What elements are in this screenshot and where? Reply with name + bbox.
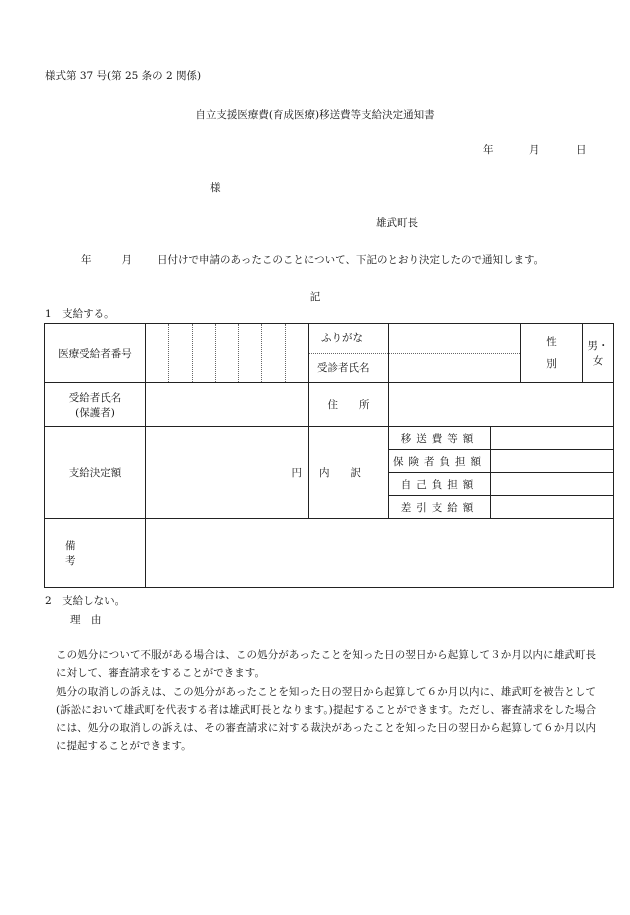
sex-label-top: 性 xyxy=(546,336,557,348)
recipient-name-label-line1: 受給者氏名 xyxy=(68,391,122,404)
self-burden-value[interactable] xyxy=(491,473,614,496)
name-labels-cell xyxy=(309,324,389,383)
intro-year-label: 年 xyxy=(81,254,92,266)
issuer-name: 雄武町長 xyxy=(376,217,418,229)
address-value[interactable] xyxy=(389,383,614,427)
decision-table xyxy=(44,323,614,588)
intro-month-label: 月 xyxy=(121,254,132,266)
date-month-label: 月 xyxy=(529,144,540,156)
transport-cost-value[interactable] xyxy=(491,427,614,450)
sex-label-cell xyxy=(521,324,583,383)
yen-unit: 円 xyxy=(146,427,309,519)
net-payment-value[interactable] xyxy=(491,496,614,519)
intro-text: 日付けで申請のあったこのことについて、下記のとおり決定したので通知します。 xyxy=(157,254,545,266)
recipient-name-label-line2: (保護者) xyxy=(75,406,115,419)
section-2-heading: 2 支給しない。 xyxy=(45,595,126,607)
breakdown-label: 内 訳 xyxy=(309,427,389,519)
insurer-burden-value[interactable] xyxy=(491,450,614,473)
recipient-name-label xyxy=(45,383,146,427)
beneficiary-number-boxes[interactable] xyxy=(146,324,309,383)
reason-label: 理 由 xyxy=(70,614,102,626)
transport-cost-label: 移送費等額 xyxy=(389,427,491,450)
recipient-name-value[interactable] xyxy=(146,383,309,427)
section-1-heading: 1 支給する。 xyxy=(45,308,115,320)
remarks-value[interactable] xyxy=(146,519,614,588)
furigana-label: ふりがな xyxy=(309,324,388,354)
document-title: 自立支援医療費(育成医療)移送費等支給決定通知書 xyxy=(195,109,435,121)
date-year-label: 年 xyxy=(483,144,494,156)
remarks-label: 備 考 xyxy=(45,519,146,588)
self-burden-label: 自己負担額 xyxy=(389,473,491,496)
beneficiary-number-label: 医療受給者番号 xyxy=(45,324,146,383)
lawsuit-notice-paragraph: 処分の取消しの訴えは、この処分があったことを知った日の翌日から起算して６か月以内に、雄武町を被告として(訴訟において雄武町を代表する者は雄武町長となります。)提起することができます。ただし、審査請求をした場合には、処分の取消しの訴えは、その審査請求に対する裁決があったことを知った日の翌日から起算して６か月以内に提起することができます。 xyxy=(56,686,596,752)
recipient-honorific: 様 xyxy=(210,182,221,194)
sex-label-bottom: 別 xyxy=(546,358,557,370)
sex-value[interactable]: 男・女 xyxy=(583,324,614,383)
net-payment-label: 差引支給額 xyxy=(389,496,491,519)
ki-heading: 記 xyxy=(309,291,321,303)
insurer-burden-label: 保険者負担額 xyxy=(389,450,491,473)
address-label: 住 所 xyxy=(309,383,389,427)
intro-sentence xyxy=(81,252,544,267)
patient-name-value-cell[interactable] xyxy=(389,324,521,383)
appeal-notice-paragraph: この処分について不服がある場合は、この処分があったことを知った日の翌日から起算して３か月以内に雄武町長に対して、審査請求をすることができます。 xyxy=(56,649,596,679)
decision-amount-label: 支給決定額 xyxy=(45,427,146,519)
date-day-label: 日 xyxy=(576,144,587,156)
form-number: 様式第 37 号(第 25 条の 2 関係) xyxy=(45,70,202,82)
patient-name-label: 受診者氏名 xyxy=(317,362,370,374)
